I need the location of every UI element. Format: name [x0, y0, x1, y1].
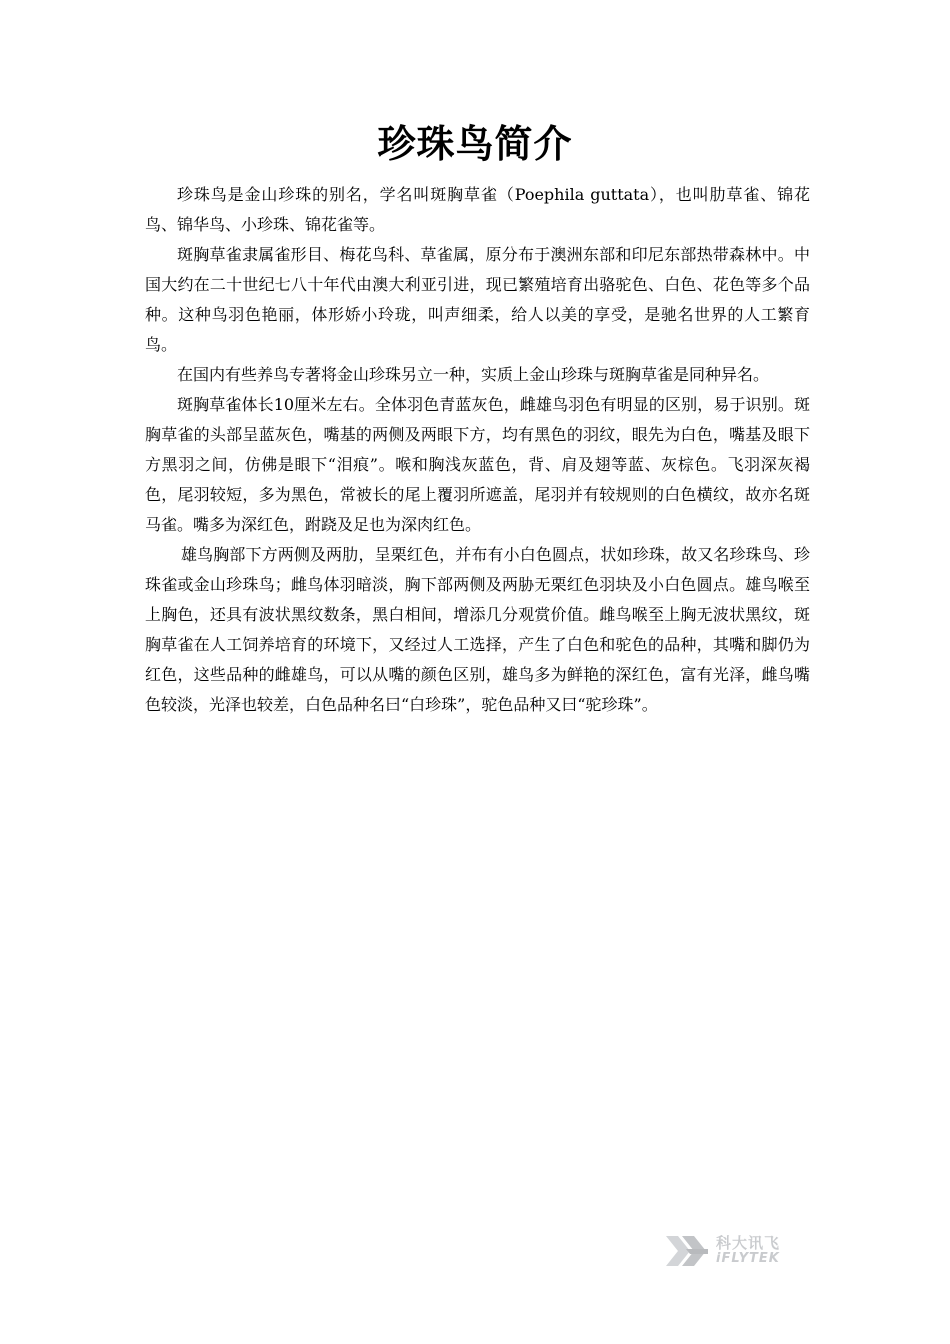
watermark-brand-en: iFLYTEK — [716, 1251, 780, 1266]
paragraph-5: 雄鸟胸部下方两侧及两肋，呈栗红色，并布有小白色圆点，状如珍珠，故又名珍珠鸟、珍珠雀或金山珍珠鸟；雌鸟体羽暗淡，胸下部两侧及两胁无栗红色羽块及小白色圆点。雄鸟喉至上胸色，还具有波状黑纹数条，黑白相间，增添几分观赏价值。雌鸟喉至上胸无波状黑纹，斑胸草雀在人工饲养培育的环境下，又经过人工选择，产生了白色和驼色的品种，其嘴和脚仍为红色，这些品种的雌雄鸟，可以从嘴的颜色区别，雄鸟多为鲜艳的深红色，富有光泽，雌鸟嘴色较淡，光泽也较差，白色品种名曰“白珍珠”，驼色品种又曰“驼珍珠”。 — [145, 545, 810, 714]
paragraph-1: 珍珠鸟是金山珍珠的别名，学名叫斑胸草雀（Poephila guttata），也叫肋草雀、锦花鸟、锦华鸟、小珍珠、锦花雀等。 — [145, 185, 810, 234]
paragraph-3: 在国内有些养鸟专著将金山珍珠另立一种，实质上金山珍珠与斑胸草雀是同种异名。 — [177, 365, 770, 384]
iflytek-logo-icon — [662, 1232, 712, 1270]
watermark-brand-cn: 科大讯飞 — [716, 1234, 781, 1252]
paragraph-2: 斑胸草雀隶属雀形目、梅花鸟科、草雀属，原分布于澳洲东部和印尼东部热带森林中。中国大约在二十世纪七八十年代由澳大利亚引进，现已繁殖培育出骆驼色、白色、花色等多个品种。这种鸟羽色艳丽，体形娇小玲珑，叫声细柔，给人以美的享受，是驰名世界的人工繁育鸟。 — [145, 245, 810, 354]
iflytek-watermark — [662, 1230, 802, 1272]
document-title: 珍珠鸟简介 — [377, 121, 573, 166]
document-body — [145, 180, 810, 720]
paragraph-4: 斑胸草雀体长10厘米左右。全体羽色青蓝灰色，雌雄鸟羽色有明显的区别，易于识别。斑胸草雀的头部呈蓝灰色，嘴基的两侧及两眼下方，均有黑色的羽纹，眼先为白色，嘴基及眼下方黑羽之间，仿佛是眼下“泪痕”。喉和胸浅灰蓝色，背、肩及翅等蓝、灰棕色。飞羽深灰褐色，尾羽较短，多为黑色，常被长的尾上覆羽所遮盖，尾羽并有较规则的白色横纹，故亦名斑马雀。嘴多为深红色，跗跷及足也为深肉红色。 — [145, 395, 810, 534]
